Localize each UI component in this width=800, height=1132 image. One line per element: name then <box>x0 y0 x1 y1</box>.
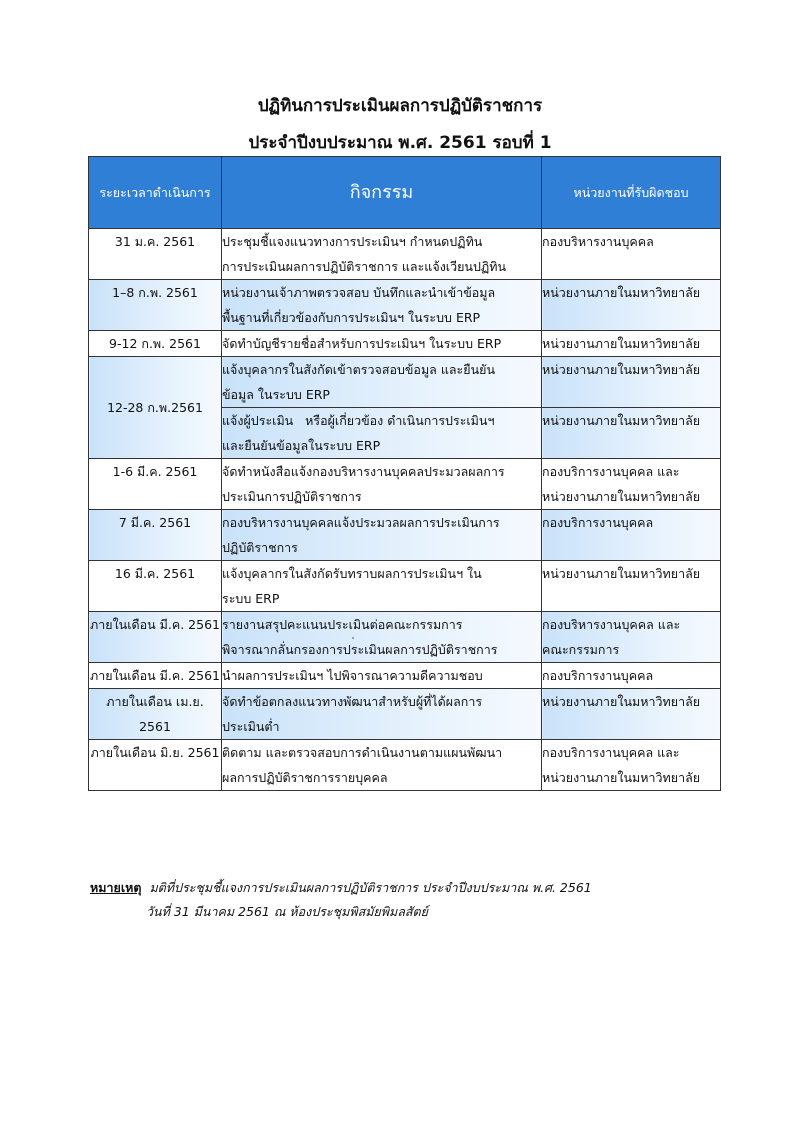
row-date: 1-6 มี.ค. 2561 <box>89 459 222 510</box>
row-date: ภายในเดือน มี.ค. 2561 <box>89 663 222 689</box>
row-activity: แจ้งบุคลากรในสังกัดรับทราบผลการประเมินฯ ใน ระบบ ERP <box>222 561 542 612</box>
header-date: ระยะเวลาดำเนินการ <box>89 157 222 229</box>
row-activity: รายงานสรุปคะแนนประเมินต่อคณะกรรมการ พิจารณากลั่นกรองการประเมินผลการปฏิบัติราชการ <box>222 612 542 663</box>
row-date: 1–8 ก.พ. 2561 <box>89 280 222 331</box>
footnote-line1: มติที่ประชุมชี้แจงการประเมินผลการปฏิบัติราชการ ประจำปีงบประมาณ พ.ศ. 2561 <box>149 880 592 895</box>
row-date: 7 มี.ค. 2561 <box>89 510 222 561</box>
table-row <box>89 510 721 561</box>
scan-speck <box>352 637 354 639</box>
table-row <box>89 229 721 280</box>
row-unit: หน่วยงานภายในมหาวิทยาลัย <box>542 357 721 408</box>
row-date: 31 ม.ค. 2561 <box>89 229 222 280</box>
header-unit: หน่วยงานที่รับผิดชอบ <box>542 157 721 229</box>
row-date: 16 มี.ค. 2561 <box>89 561 222 612</box>
footnote-label: หมายเหตุ <box>90 880 142 895</box>
table-row <box>89 612 721 663</box>
table-header-row <box>89 157 721 229</box>
row-activity: นำผลการประเมินฯ ไปพิจารณาความดีความชอบ <box>222 663 542 689</box>
row-unit: หน่วยงานภายในมหาวิทยาลัย <box>542 280 721 331</box>
table-row <box>89 331 721 357</box>
row-unit: หน่วยงานภายในมหาวิทยาลัย <box>542 408 721 459</box>
row-date: ภายในเดือน มี.ค. 2561 <box>89 612 222 663</box>
schedule-table <box>88 156 721 791</box>
table-row <box>89 280 721 331</box>
row-date: 9-12 ก.พ. 2561 <box>89 331 222 357</box>
row-unit: หน่วยงานภายในมหาวิทยาลัย <box>542 561 721 612</box>
header-activity: กิจกรรม <box>222 157 542 229</box>
table-row <box>89 740 721 791</box>
row-activity: แจ้งผู้ประเมิน หรือผู้เกี่ยวข้อง ดำเนินการประเมินฯ และยืนยันข้อมูลในระบบ ERP <box>222 408 542 459</box>
row-unit: กองบริการงานบุคคล และ หน่วยงานภายในมหาวิทยาลัย <box>542 459 721 510</box>
row-unit: กองบริหารงานบุคคล <box>542 229 721 280</box>
row-activity: จัดทำหนังสือแจ้งกองบริหารงานบุคคลประมวลผลการ ประเมินการปฏิบัติราชการ <box>222 459 542 510</box>
footnote <box>90 876 730 924</box>
row-activity: หน่วยงานเจ้าภาพตรวจสอบ บันทึกและนำเข้าข้อมูล พื้นฐานที่เกี่ยวข้องกับการประเมินฯ ในระบบ ERP <box>222 280 542 331</box>
page-subtitle: ประจำปีงบประมาณ พ.ศ. 2561 รอบที่ 1 <box>248 133 552 153</box>
row-activity: กองบริหารงานบุคคลแจ้งประมวลผลการประเมินการ ปฏิบัติราชการ <box>222 510 542 561</box>
row-unit: กองบริการงานบุคคล <box>542 510 721 561</box>
table-row <box>89 357 721 408</box>
row-unit: กองบริหารงานบุคคล และ คณะกรรมการ <box>542 612 721 663</box>
table-row <box>89 689 721 740</box>
table-row <box>89 561 721 612</box>
row-activity: แจ้งบุคลากรในสังกัดเข้าตรวจสอบข้อมูล และยืนยัน ข้อมูล ในระบบ ERP <box>222 357 542 408</box>
row-activity: จัดทำข้อตกลงแนวทางพัฒนาสำหรับผู้ที่ได้ผลการ ประเมินต่ำ <box>222 689 542 740</box>
table-row <box>89 663 721 689</box>
footnote-line2: วันที่ 31 มีนาคม 2561 ณ ห้องประชุมพิสมัยพิมลสัตย์ <box>146 904 428 919</box>
row-date: 12-28 ก.พ.2561 <box>89 357 222 459</box>
row-date: ภายในเดือน เม.ย. 2561 <box>89 689 222 740</box>
row-activity: จัดทำบัญชีรายชื่อสำหรับการประเมินฯ ในระบบ ERP <box>222 331 542 357</box>
row-activity: ติดตาม และตรวจสอบการดำเนินงานตามแผนพัฒนา ผลการปฏิบัติราชการรายบุคคล <box>222 740 542 791</box>
page-title: ปฏิทินการประเมินผลการปฏิบัติราชการ <box>257 96 543 116</box>
row-date: ภายในเดือน มิ.ย. 2561 <box>89 740 222 791</box>
row-unit: หน่วยงานภายในมหาวิทยาลัย <box>542 331 721 357</box>
row-activity: ประชุมชี้แจงแนวทางการประเมินฯ กำหนดปฏิทิน การประเมินผลการปฏิบัติราชการ และแจ้งเวียนปฏิทิน <box>222 229 542 280</box>
row-unit: กองบริการงานบุคคล <box>542 663 721 689</box>
row-unit: หน่วยงานภายในมหาวิทยาลัย <box>542 689 721 740</box>
table-row <box>89 459 721 510</box>
row-unit: กองบริการงานบุคคล และ หน่วยงานภายในมหาวิทยาลัย <box>542 740 721 791</box>
